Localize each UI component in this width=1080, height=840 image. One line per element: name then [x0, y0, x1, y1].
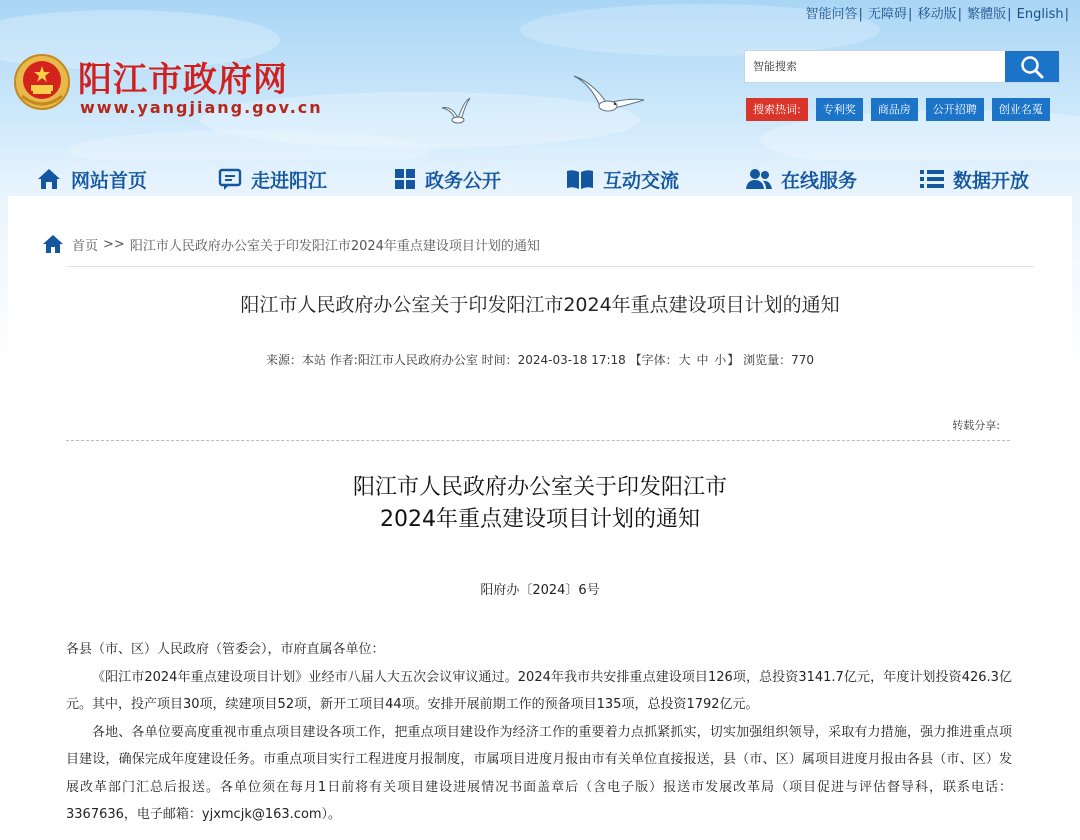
seagull-decoration [572, 70, 646, 124]
nav-item-open-data[interactable] [920, 160, 1029, 198]
body-paragraph: 各地、各单位要高度重视市重点项目建设各项工作，把重点项目建设作为经济工作的重要着力点抓紧抓实，切实加强组织领导，采取有力措施，强力推进重点项目建设，确保完成年度建设任务。市重点项目实行工程进度月报制度，市属项目进度月报由市有关单位直接报送，县（市、区）属项目进度月报由各县（市、区）发展改革部门汇总后报送。各单位须在每月1日前将有关项目建设进展情况书面盖章后（含电子版）报送市发展改革局（项目促进与评估督导科，联系电话：3367636，电子邮箱：yjxmcjk@163.com）。 [66, 724, 1012, 822]
breadcrumb-separator: >> [103, 236, 125, 252]
hot-word[interactable]: 创业名蒐 [992, 98, 1050, 121]
font-size-large-button[interactable]: 大 [678, 353, 691, 367]
dashed-divider [66, 440, 1010, 441]
font-size-small-button[interactable]: 小 [714, 353, 727, 367]
hot-word[interactable]: 公开招聘 [926, 98, 984, 121]
search-input[interactable] [745, 51, 1005, 82]
book-icon [566, 168, 594, 190]
main-nav [0, 160, 1080, 198]
toplink-mobile[interactable]: 移动版 [917, 7, 957, 22]
site-url: www.yangjiang.gov.cn [80, 98, 323, 117]
article-container [8, 196, 1072, 840]
hot-word[interactable]: 商品房 [871, 98, 918, 121]
breadcrumb-home-link[interactable]: 首页 [72, 238, 99, 254]
breadcrumb-current[interactable]: 阳江市人民政府办公室关于印发阳江市2024年重点建设项目计划的通知 [129, 238, 540, 254]
article-meta [8, 351, 1072, 368]
chat-icon [218, 167, 242, 191]
search-button[interactable] [1005, 51, 1059, 82]
toplink-english[interactable]: English [1016, 7, 1064, 22]
nav-label: 在线服务 [781, 169, 858, 192]
site-title[interactable]: 阳江市政府网 [78, 60, 288, 100]
meta-views: 】 浏览量：770 [727, 353, 815, 367]
divider [66, 266, 1034, 267]
search-box [744, 50, 1060, 83]
toplink-accessibility[interactable]: 无障碍 [868, 7, 908, 22]
document-title-line: 阳江市人民政府办公室关于印发阳江市 [352, 475, 727, 500]
national-emblem-logo[interactable] [12, 52, 72, 112]
search-icon [1019, 54, 1045, 80]
toplink-smart-qa[interactable]: 智能问答 [805, 7, 858, 22]
nav-label: 走进阳江 [251, 169, 328, 192]
breadcrumb [42, 234, 540, 254]
salutation: 各县（市、区）人民政府（管委会），市府直属各单位： [66, 642, 385, 657]
nav-item-gov-affairs[interactable] [394, 160, 501, 198]
document-number: 阳府办〔2024〕6号 [480, 583, 600, 598]
nav-label: 网站首页 [71, 169, 148, 192]
document-title [8, 472, 1072, 536]
nav-label: 数据开放 [953, 169, 1030, 192]
toplink-traditional[interactable]: 繁體版 [967, 7, 1007, 22]
nav-item-about[interactable] [218, 160, 327, 198]
top-links: 智能问答| 无障碍| 移动版| 繁體版| English| [805, 7, 1069, 22]
body-paragraph: 《阳江市2024年重点建设项目计划》业经市八届人大五次会议审议通过。2024年我市共安排重点建设项目126项，总投资3141.7亿元，年度计划投资426.3亿元。其中，投产项目30项，续建项目52项，新开工项目44项。安排开展前期工作的预备项目135项，总投资1792亿元。 [66, 669, 1012, 712]
article-title: 阳江市人民政府办公室关于印发阳江市2024年重点建设项目计划的通知 [240, 294, 840, 316]
grid-icon [394, 168, 416, 190]
nav-label: 互动交流 [603, 169, 680, 192]
hot-words-label: 搜索热词: [746, 98, 808, 121]
article-body [66, 636, 1012, 829]
list-icon [920, 168, 944, 190]
meta-info: 来源：本站 作者:阳江市人民政府办公室 时间：2024-03-18 17:18 【字体： [265, 353, 678, 367]
font-size-medium-button[interactable]: 中 [696, 353, 709, 367]
seagull-decoration [440, 96, 476, 132]
document-title-line: 2024年重点建设项目计划的通知 [380, 507, 700, 532]
hot-search-words [746, 98, 1050, 121]
users-icon [746, 168, 772, 190]
home-icon [36, 167, 62, 191]
nav-label: 政务公开 [425, 169, 502, 192]
nav-item-online-service[interactable] [746, 160, 857, 198]
nav-item-home[interactable] [36, 160, 147, 198]
share-label[interactable]: 转载分享: [952, 419, 1000, 432]
hot-word[interactable]: 专利奖 [816, 98, 863, 121]
home-icon [42, 234, 64, 254]
nav-item-interaction[interactable] [566, 160, 679, 198]
